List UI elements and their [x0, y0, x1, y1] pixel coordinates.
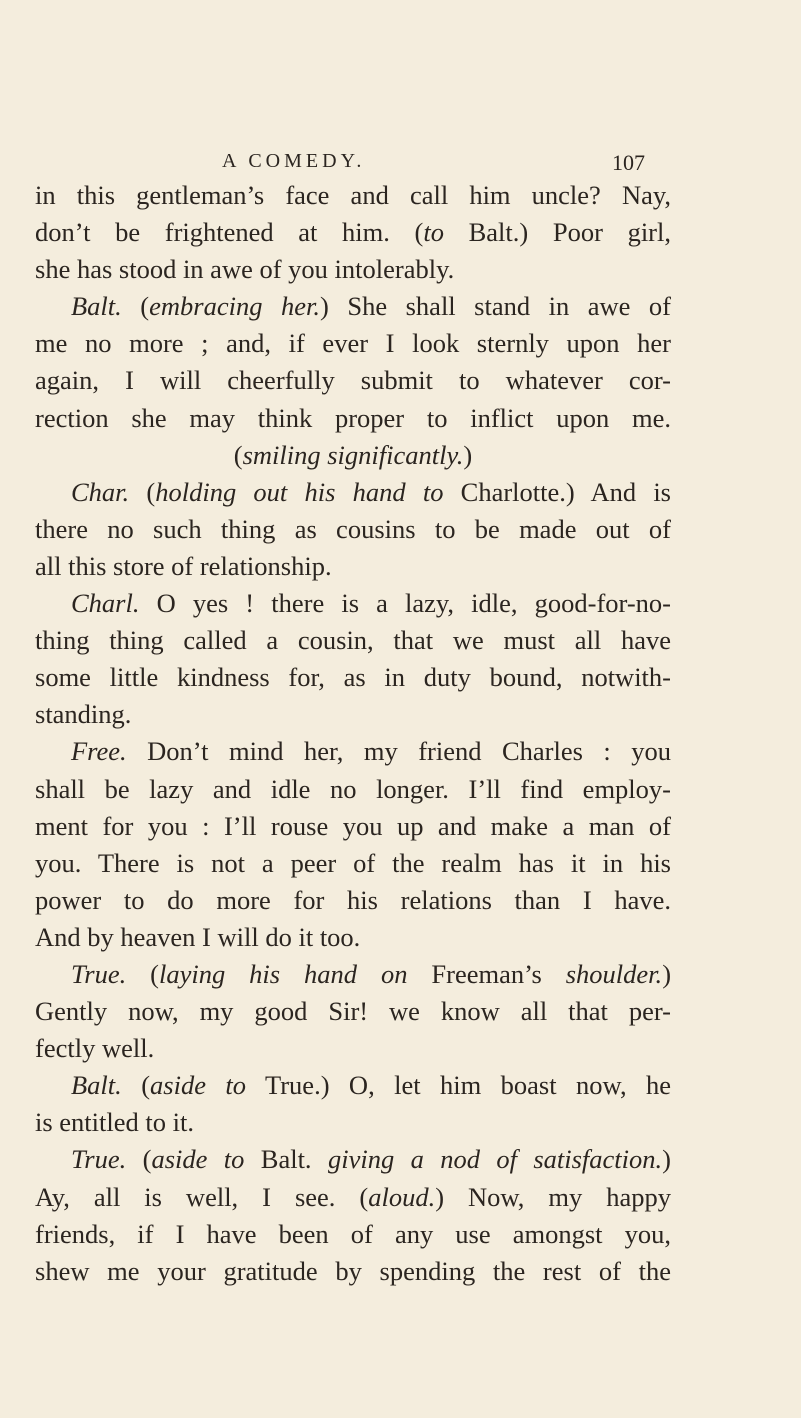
text-segment: O yes ! there is a lazy, idle, good-for-no- [139, 588, 671, 619]
text-segment: And by heaven I will do it too. [35, 921, 361, 952]
text-line [35, 1253, 671, 1290]
text-segment: shall be lazy and idle no longer. I’ll find employ- [35, 773, 671, 804]
text-line [35, 511, 671, 548]
text-segment: me no more ; and, if ever I look sternly upon her [35, 328, 671, 359]
text-line [35, 251, 671, 288]
italic-text: Char. [71, 476, 130, 507]
text-segment: friends, if I have been of any use amongst you, [35, 1218, 671, 1249]
text-segment: ( [121, 1070, 151, 1101]
italic-text: giving a nod of satisfaction. [327, 1144, 663, 1175]
text-segment: True.) O, let him boast now, he [246, 1070, 672, 1101]
text-line [35, 993, 671, 1030]
text-segment: she has stood in awe of you intolerably. [35, 254, 455, 285]
text-line [35, 585, 671, 622]
text-segment: in this gentleman’s face and call him uncle? Nay, [35, 180, 671, 210]
text-line [35, 548, 671, 585]
text-segment: ) [662, 958, 672, 989]
text-segment: ( [126, 958, 159, 989]
text-segment: Balt. [244, 1144, 328, 1175]
text-line [35, 882, 671, 919]
text-segment: Balt.) Poor girl, [443, 217, 671, 248]
italic-text: holding out his hand to [155, 476, 444, 507]
text-segment: ment for you : I’ll rouse you up and make a man of [35, 810, 671, 841]
text-line [35, 956, 671, 993]
italic-text: True. [71, 958, 127, 989]
text-segment: ) She shall stand in awe of [320, 291, 671, 322]
text-segment: ) [463, 439, 473, 470]
text-segment: ) Now, my happy [435, 1181, 671, 1212]
text-line [35, 1104, 671, 1141]
italic-text: aloud. [368, 1181, 436, 1212]
text-line [35, 919, 671, 956]
text-line [35, 325, 671, 362]
text-segment: fectly well. [35, 1033, 155, 1064]
text-line [35, 288, 671, 325]
page-number: 107 [612, 150, 645, 175]
italic-text: aside to [150, 1070, 247, 1101]
text-line [35, 1216, 671, 1253]
text-line [35, 177, 671, 214]
italic-text: Free. [71, 736, 127, 767]
text-segment: there no such thing as cousins to be made out of [35, 513, 671, 544]
text-segment: Gently now, my good Sir! we know all that per- [35, 996, 671, 1027]
italic-text: smiling significantly. [242, 439, 464, 470]
text-line [35, 214, 671, 251]
text-line [35, 400, 671, 437]
text-line [35, 659, 671, 696]
italic-text: to [423, 217, 444, 248]
italic-text: laying his hand on [159, 958, 408, 989]
italic-text: True. [71, 1144, 127, 1175]
text-line [35, 1067, 671, 1104]
text-segment: ( [121, 291, 150, 322]
text-segment: again, I will cheerfully submit to whatever cor- [35, 365, 671, 396]
text-segment: Charlotte.) And is [443, 476, 671, 507]
text-line [35, 474, 671, 511]
text-segment: standing. [35, 699, 132, 730]
text-segment: thing thing called a cousin, that we must all have [35, 625, 671, 656]
text-segment: ) [662, 1144, 671, 1175]
italic-text: aside to [151, 1144, 245, 1175]
text-segment: power to do more for his relations than I have. [35, 884, 671, 915]
text-segment: Don’t mind her, my friend Charles : you [126, 736, 671, 767]
italic-text: Charl. [71, 588, 140, 619]
text-line [35, 733, 671, 770]
italic-text: shoulder. [565, 958, 663, 989]
text-segment: all this store of relationship. [35, 550, 332, 581]
text-segment: Freeman’s [407, 958, 566, 989]
text-line [35, 1141, 671, 1178]
text-segment: is entitled to it. [35, 1107, 194, 1138]
text-segment: ( [129, 476, 156, 507]
text-segment: ( [233, 439, 243, 470]
text-segment: rection she may think proper to inflict upon me. [35, 402, 671, 433]
running-title: A COMEDY. [222, 150, 366, 172]
text-line [35, 845, 671, 882]
text-line [35, 696, 671, 733]
italic-text: embracing her. [149, 291, 321, 322]
text-line [35, 622, 671, 659]
text-segment: don’t be frightened at him. ( [35, 217, 424, 248]
text-line [35, 437, 671, 474]
text-segment: Ay, all is well, I see. ( [35, 1181, 369, 1212]
text-line [35, 362, 671, 399]
italic-text: Balt. [71, 1070, 122, 1101]
page-body-text [35, 177, 671, 1290]
text-segment: you. There is not a peer of the realm has it in his [35, 847, 671, 878]
text-segment: some little kindness for, as in duty bound, notwith- [35, 662, 671, 693]
text-line [35, 1179, 671, 1216]
text-segment: ( [126, 1144, 152, 1175]
text-segment: shew me your gratitude by spending the rest of the [35, 1255, 671, 1286]
text-line [35, 1030, 671, 1067]
italic-text: Balt. [71, 291, 122, 322]
text-line [35, 808, 671, 845]
text-line [35, 771, 671, 808]
